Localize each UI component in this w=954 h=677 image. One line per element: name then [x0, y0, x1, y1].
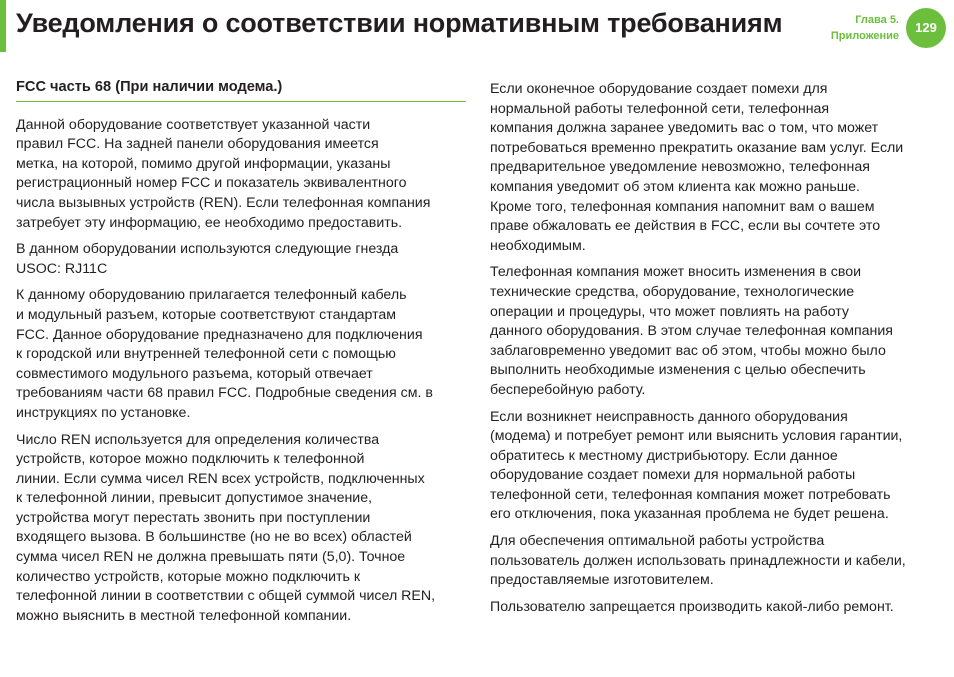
text-line: требованиям части 68 правил FCC. Подробные сведения см. в — [16, 385, 433, 402]
text-line: телефонной сети, телефонная компания может потребовать — [490, 486, 891, 503]
text-line: линии. Если сумма чисел REN всех устройств, подключенных — [16, 470, 425, 487]
paragraph — [490, 408, 942, 526]
text-line: В данном оборудовании используются следующие гнезда — [16, 241, 399, 258]
right-paragraphs — [490, 80, 942, 617]
text-line: Для обеспечения оптимальной работы устройства — [490, 533, 825, 550]
text-line: бесперебойную работу. — [490, 381, 646, 398]
paragraph — [16, 431, 466, 627]
text-line: Телефонная компания может вносить изменения в свои — [490, 264, 862, 281]
page-number-badge: 129 — [906, 8, 946, 48]
page-header — [0, 0, 954, 52]
text-line: совместимого модульного разъема, который отвечает — [16, 365, 373, 382]
text-line: Данной оборудование соответствует указанной части — [16, 116, 371, 133]
text-line: оборудование создает помехи для нормальной работы — [490, 467, 856, 484]
text-line: (модема) и потребует ремонт или выяснить условия гарантии, — [490, 428, 903, 445]
right-column — [490, 80, 942, 624]
accent-bar — [0, 0, 6, 52]
text-line: выполнить необходимые изменения с целью обеспечить — [490, 362, 866, 379]
text-line: количество устройств, которые можно подключить к — [16, 568, 361, 585]
paragraph — [16, 240, 466, 279]
text-line: к телефонной линии, превысит допустимое значение, — [16, 490, 373, 507]
text-line: обратитесь к местному дистрибьютору. Если данное — [490, 447, 838, 464]
text-line: к городской или внутренней телефонной сети с помощью — [16, 346, 396, 363]
page-title: Уведомления о соответствии нормативным требованиям — [16, 8, 783, 38]
text-line: телефонной линии в соответствии с общей суммой чисел REN, — [16, 588, 436, 605]
text-line: данного оборудования. В этом случае телефонная компания — [490, 323, 893, 340]
text-line: компания уведомит об этом клиента как можно раньше. — [490, 178, 861, 195]
text-line: операции и процедуры, что может повлиять на работу — [490, 303, 850, 320]
text-line: входящего вызова. В большинстве (но не во всех) областей — [16, 529, 412, 546]
section-heading: FCC часть 68 (При наличии модема.) — [16, 78, 466, 102]
text-line: предоставляемые изготовителем. — [490, 572, 714, 589]
text-line: Пользователю запрещается производить какой-либо ремонт. — [490, 598, 894, 615]
text-line: Если оконечное оборудование создает помехи для — [490, 81, 828, 97]
paragraph — [490, 532, 942, 591]
text-line: инструкциях по установке. — [16, 404, 191, 421]
text-line: необходимым. — [490, 237, 586, 254]
text-line: К данному оборудованию прилагается телефонный кабель — [16, 287, 407, 304]
text-line: метка, на которой, помимо другой информации, указаны — [16, 155, 391, 172]
paragraph — [490, 80, 942, 256]
text-line: Кроме того, телефонная компания напомнит вам о вашем — [490, 198, 875, 215]
left-column — [16, 78, 466, 633]
paragraph — [490, 263, 942, 400]
text-line: числа вызывных устройств (REN). Если телефонная компания — [16, 194, 431, 211]
text-line: технические средства, оборудование, технологические — [490, 283, 855, 300]
text-line: устройства могут перестать звонить при поступлении — [16, 509, 371, 526]
chapter-label — [831, 12, 899, 44]
text-line: пользователь должен использовать принадлежности и кабели, — [490, 552, 906, 569]
text-line: заблаговременно уведомит вас об этом, чтобы можно было — [490, 342, 886, 359]
paragraph — [490, 598, 942, 618]
text-line: сумма чисел REN не должна превышать пяти (5,0). Точное — [16, 549, 406, 566]
text-line: предварительное уведомление невозможно, телефонная — [490, 159, 870, 176]
text-line: устройств, которое можно подключить к телефонной — [16, 451, 365, 468]
text-line: правил FCC. На задней панели оборудования имеется — [16, 136, 379, 153]
text-line: праве обжаловать ее действия в FCC, если вы сочтете это — [490, 218, 881, 235]
text-line: нормальной работы телефонной сети, телефонная — [490, 100, 830, 117]
text-line: его отключения, пока указанная проблема не будет решена. — [490, 506, 889, 523]
text-line: Если возникнет неисправность данного оборудования — [490, 408, 848, 425]
text-line: Число REN используется для определения количества — [16, 431, 380, 448]
text-line: регистрационный номер FCC и показатель эквивалентного — [16, 175, 407, 192]
text-line: компания должна заранее уведомить вас о том, что может — [490, 120, 879, 137]
text-line: затребует эту информацию, ее необходимо предоставить. — [16, 214, 403, 231]
chapter-number: Глава 5. — [855, 14, 899, 26]
text-line: FCC. Данное оборудование предназначено для подключения — [16, 326, 423, 343]
left-paragraphs — [16, 116, 466, 627]
chapter-name: Приложение — [830, 30, 899, 42]
paragraph — [16, 286, 466, 423]
text-line: и модульный разъем, которые соответствуют стандартам — [16, 306, 397, 323]
text-line: можно выяснить в местной телефонной компании. — [16, 607, 352, 624]
text-line: USOC: RJ11C — [16, 260, 108, 277]
paragraph — [16, 116, 466, 234]
text-line: потребоваться временно прекратить оказание вам услуг. Если — [490, 139, 904, 156]
